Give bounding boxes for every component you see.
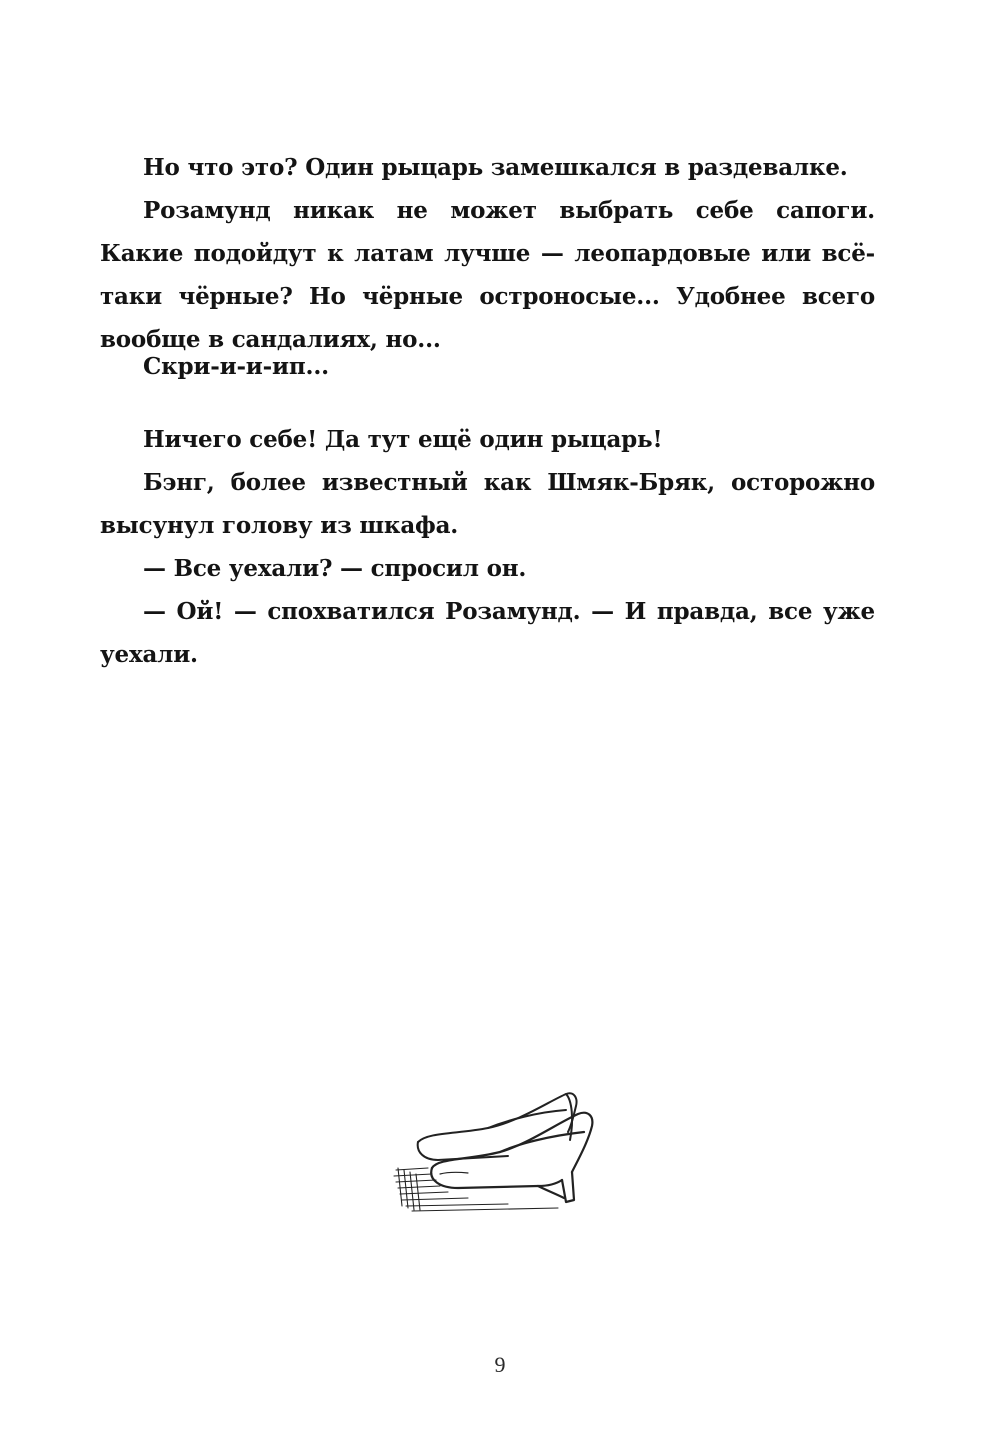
text-block-2	[100, 345, 875, 388]
paragraph: Розамунд никак не может выбрать себе сапоги. Какие подойдут к латам лучше — леопардовые или всё-таки чёрные? Но чёрные остроносые... Удобнее всего вообще в сандалиях, но...	[100, 197, 875, 353]
paragraph-sound: Скри-и-и-ип...	[143, 353, 329, 380]
page-number: 9	[494, 1352, 506, 1377]
paragraph: Но что это? Один рыцарь замешкался в раздевалке.	[143, 154, 848, 181]
text-block-3	[100, 418, 875, 676]
paragraph: Ничего себе! Да тут ещё один рыцарь!	[143, 426, 663, 453]
paragraph: Бэнг, более известный как Шмяк-Бряк, осторожно высунул голову из шкафа.	[100, 469, 875, 539]
paragraph-dialogue: — Ой! — спохватился Розамунд. — И правда, все уже уехали.	[100, 598, 875, 668]
high-heeled-shoes-sketch-icon	[388, 1080, 608, 1230]
paragraph-dialogue: — Все уехали? — спросил он.	[143, 555, 527, 582]
text-block-1	[100, 146, 875, 361]
